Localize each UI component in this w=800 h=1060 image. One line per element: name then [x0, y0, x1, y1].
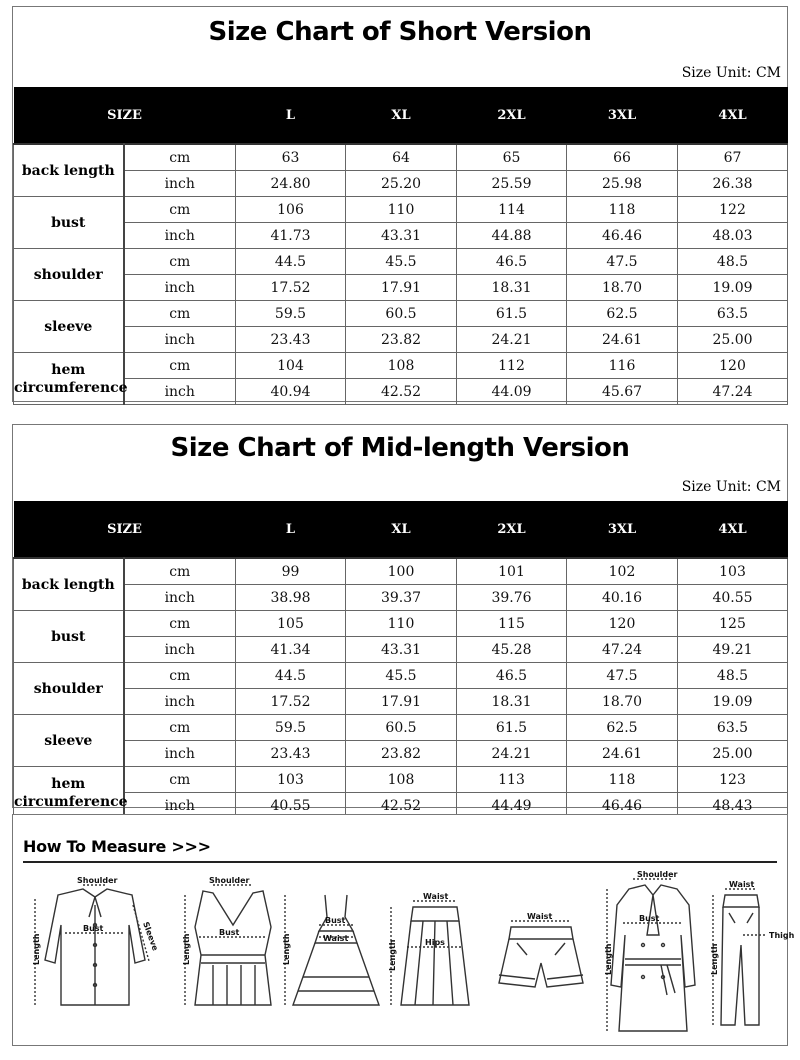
unit-inch: inch: [124, 275, 236, 301]
value-cell: 47.5: [567, 663, 678, 689]
value-cell: 40.94: [236, 379, 346, 405]
unit-inch: inch: [124, 223, 236, 249]
unit-inch: inch: [124, 379, 236, 405]
label-waist: Waist: [423, 892, 449, 901]
value-cell: 17.91: [346, 689, 457, 715]
label-waist: Waist: [729, 880, 755, 889]
unit-inch: inch: [124, 585, 236, 611]
value-cell: 62.5: [567, 301, 678, 327]
table-row: [14, 715, 788, 741]
value-cell: 45.5: [346, 663, 457, 689]
value-cell: 48.5: [678, 249, 788, 275]
unit-cm: cm: [124, 144, 236, 171]
unit-inch: inch: [124, 689, 236, 715]
label-length: Length: [182, 933, 191, 965]
unit-cm: cm: [124, 663, 236, 689]
short-size-unit: Size Unit: CM: [681, 65, 781, 81]
unit-cm: cm: [124, 558, 236, 585]
label-bust: Bust: [325, 916, 346, 925]
value-cell: 19.09: [678, 275, 788, 301]
trench-coat-icon: [607, 879, 695, 1031]
short-chart-title: Size Chart of Short Version: [208, 17, 592, 47]
mid-length-version-chart: [12, 424, 788, 814]
header-size: SIZE: [14, 501, 236, 557]
value-cell: 47.24: [567, 637, 678, 663]
unit-inch: inch: [124, 741, 236, 767]
value-cell: 118: [567, 197, 678, 223]
table-row: [14, 663, 788, 689]
value-cell: 59.5: [236, 715, 346, 741]
value-cell: 40.16: [567, 585, 678, 611]
table-header-row: [14, 501, 788, 557]
label-shoulder: Shoulder: [637, 870, 678, 879]
value-cell: 63.5: [678, 715, 788, 741]
value-cell: 18.31: [457, 689, 567, 715]
unit-inch: inch: [124, 793, 236, 819]
value-cell: 103: [678, 558, 788, 585]
value-cell: 17.52: [236, 689, 346, 715]
unit-cm: cm: [124, 249, 236, 275]
value-cell: 110: [346, 197, 457, 223]
value-cell: 42.52: [346, 379, 457, 405]
trousers-icon: [713, 889, 767, 1025]
value-cell: 25.20: [346, 171, 457, 197]
header-size-4xl: 4XL: [678, 501, 788, 557]
value-cell: 114: [457, 197, 567, 223]
value-cell: 23.43: [236, 327, 346, 353]
value-cell: 120: [678, 353, 788, 379]
table-row: [14, 223, 788, 249]
skirt-icon: [391, 901, 469, 1005]
value-cell: 108: [346, 767, 457, 793]
row-label-back-length: back length: [14, 558, 124, 611]
value-cell: 102: [567, 558, 678, 585]
value-cell: 18.70: [567, 275, 678, 301]
mid-size-table: [13, 501, 788, 819]
label-length: Length: [604, 943, 613, 975]
value-cell: 24.61: [567, 327, 678, 353]
label-thigh: Thigh: [769, 931, 795, 940]
value-cell: 48.5: [678, 663, 788, 689]
row-label-hem-circumference: hem circumference: [14, 353, 124, 405]
table-row: [14, 637, 788, 663]
row-label-hem-circumference: hem circumference: [14, 767, 124, 819]
short-version-chart: [12, 6, 788, 402]
row-label-bust: bust: [14, 611, 124, 663]
mid-size-unit: Size Unit: CM: [681, 479, 781, 495]
label-shoulder: Shoulder: [77, 876, 118, 885]
value-cell: 118: [567, 767, 678, 793]
table-row: [14, 558, 788, 585]
value-cell: 46.46: [567, 223, 678, 249]
value-cell: 115: [457, 611, 567, 637]
value-cell: 116: [567, 353, 678, 379]
unit-cm: cm: [124, 301, 236, 327]
value-cell: 125: [678, 611, 788, 637]
header-size-xl: XL: [346, 87, 457, 143]
value-cell: 25.59: [457, 171, 567, 197]
value-cell: 41.73: [236, 223, 346, 249]
table-row: [14, 275, 788, 301]
unit-cm: cm: [124, 353, 236, 379]
label-length: Length: [710, 943, 719, 975]
short-size-table: [13, 87, 788, 405]
label-hips: Hips: [425, 938, 445, 947]
unit-cm: cm: [124, 767, 236, 793]
value-cell: 122: [678, 197, 788, 223]
row-label-back-length: back length: [14, 144, 124, 197]
row-label-shoulder: shoulder: [14, 249, 124, 301]
value-cell: 64: [346, 144, 457, 171]
value-cell: 61.5: [457, 301, 567, 327]
table-row: [14, 689, 788, 715]
value-cell: 44.09: [457, 379, 567, 405]
table-row: [14, 144, 788, 171]
value-cell: 44.5: [236, 249, 346, 275]
value-cell: 100: [346, 558, 457, 585]
value-cell: 65: [457, 144, 567, 171]
value-cell: 48.43: [678, 793, 788, 819]
value-cell: 46.5: [457, 663, 567, 689]
label-sleeve: Sleeve: [141, 920, 160, 952]
value-cell: 60.5: [346, 715, 457, 741]
garment-illustrations: [13, 865, 795, 1045]
label-waist: Waist: [323, 934, 349, 943]
row-label-bust: bust: [14, 197, 124, 249]
value-cell: 45.67: [567, 379, 678, 405]
value-cell: 44.5: [236, 663, 346, 689]
value-cell: 108: [346, 353, 457, 379]
value-cell: 26.38: [678, 171, 788, 197]
value-cell: 25.00: [678, 327, 788, 353]
header-size: SIZE: [14, 87, 236, 143]
table-row: [14, 197, 788, 223]
header-size-2xl: 2XL: [457, 87, 567, 143]
label-shoulder: Shoulder: [209, 876, 250, 885]
value-cell: 106: [236, 197, 346, 223]
value-cell: 41.34: [236, 637, 346, 663]
label-length: Length: [32, 933, 41, 965]
value-cell: 23.43: [236, 741, 346, 767]
value-cell: 46.5: [457, 249, 567, 275]
value-cell: 39.76: [457, 585, 567, 611]
value-cell: 23.82: [346, 741, 457, 767]
table-row: [14, 249, 788, 275]
header-size-3xl: 3XL: [567, 501, 678, 557]
value-cell: 47.24: [678, 379, 788, 405]
value-cell: 67: [678, 144, 788, 171]
table-row: [14, 611, 788, 637]
blouse-icon: [35, 885, 149, 1005]
value-cell: 59.5: [236, 301, 346, 327]
table-row: [14, 767, 788, 793]
header-size-4xl: 4XL: [678, 87, 788, 143]
value-cell: 24.61: [567, 741, 678, 767]
value-cell: 24.80: [236, 171, 346, 197]
unit-inch: inch: [124, 327, 236, 353]
value-cell: 99: [236, 558, 346, 585]
value-cell: 44.88: [457, 223, 567, 249]
value-cell: 17.91: [346, 275, 457, 301]
label-bust: Bust: [639, 914, 660, 923]
value-cell: 61.5: [457, 715, 567, 741]
value-cell: 18.31: [457, 275, 567, 301]
table-row: [14, 301, 788, 327]
how-to-measure-title: How To Measure >>>: [23, 837, 211, 856]
value-cell: 63.5: [678, 301, 788, 327]
value-cell: 43.31: [346, 223, 457, 249]
header-size-l: L: [236, 501, 346, 557]
label-bust: Bust: [83, 924, 104, 933]
value-cell: 45.28: [457, 637, 567, 663]
mid-chart-title: Size Chart of Mid-length Version: [170, 433, 630, 463]
value-cell: 38.98: [236, 585, 346, 611]
value-cell: 40.55: [678, 585, 788, 611]
value-cell: 104: [236, 353, 346, 379]
value-cell: 66: [567, 144, 678, 171]
label-waist: Waist: [527, 912, 553, 921]
value-cell: 25.00: [678, 741, 788, 767]
row-label-sleeve: sleeve: [14, 715, 124, 767]
value-cell: 63: [236, 144, 346, 171]
row-label-sleeve: sleeve: [14, 301, 124, 353]
value-cell: 39.37: [346, 585, 457, 611]
value-cell: 47.5: [567, 249, 678, 275]
unit-cm: cm: [124, 715, 236, 741]
table-row: [14, 379, 788, 405]
value-cell: 62.5: [567, 715, 678, 741]
value-cell: 18.70: [567, 689, 678, 715]
unit-inch: inch: [124, 637, 236, 663]
value-cell: 49.21: [678, 637, 788, 663]
value-cell: 40.55: [236, 793, 346, 819]
divider: [23, 861, 777, 863]
label-length: Length: [388, 939, 397, 971]
shorts-icon: [499, 921, 583, 987]
value-cell: 101: [457, 558, 567, 585]
unit-cm: cm: [124, 197, 236, 223]
value-cell: 113: [457, 767, 567, 793]
value-cell: 24.21: [457, 327, 567, 353]
value-cell: 44.49: [457, 793, 567, 819]
value-cell: 60.5: [346, 301, 457, 327]
value-cell: 123: [678, 767, 788, 793]
table-row: [14, 741, 788, 767]
how-to-measure-panel: [12, 814, 795, 1046]
value-cell: 23.82: [346, 327, 457, 353]
header-size-l: L: [236, 87, 346, 143]
value-cell: 103: [236, 767, 346, 793]
table-row: [14, 171, 788, 197]
header-size-xl: XL: [346, 501, 457, 557]
value-cell: 48.03: [678, 223, 788, 249]
header-size-3xl: 3XL: [567, 87, 678, 143]
tank-top-icon: [185, 885, 271, 1005]
value-cell: 42.52: [346, 793, 457, 819]
value-cell: 120: [567, 611, 678, 637]
value-cell: 25.98: [567, 171, 678, 197]
unit-cm: cm: [124, 611, 236, 637]
table-header-row: [14, 87, 788, 143]
value-cell: 112: [457, 353, 567, 379]
value-cell: 17.52: [236, 275, 346, 301]
table-row: [14, 327, 788, 353]
dress-icon: [285, 895, 379, 1005]
value-cell: 46.46: [567, 793, 678, 819]
value-cell: 110: [346, 611, 457, 637]
value-cell: 19.09: [678, 689, 788, 715]
unit-inch: inch: [124, 171, 236, 197]
table-row: [14, 353, 788, 379]
label-length: Length: [282, 933, 291, 965]
label-bust: Bust: [219, 928, 240, 937]
value-cell: 45.5: [346, 249, 457, 275]
value-cell: 43.31: [346, 637, 457, 663]
value-cell: 24.21: [457, 741, 567, 767]
row-label-shoulder: shoulder: [14, 663, 124, 715]
header-size-2xl: 2XL: [457, 501, 567, 557]
table-row: [14, 585, 788, 611]
value-cell: 105: [236, 611, 346, 637]
